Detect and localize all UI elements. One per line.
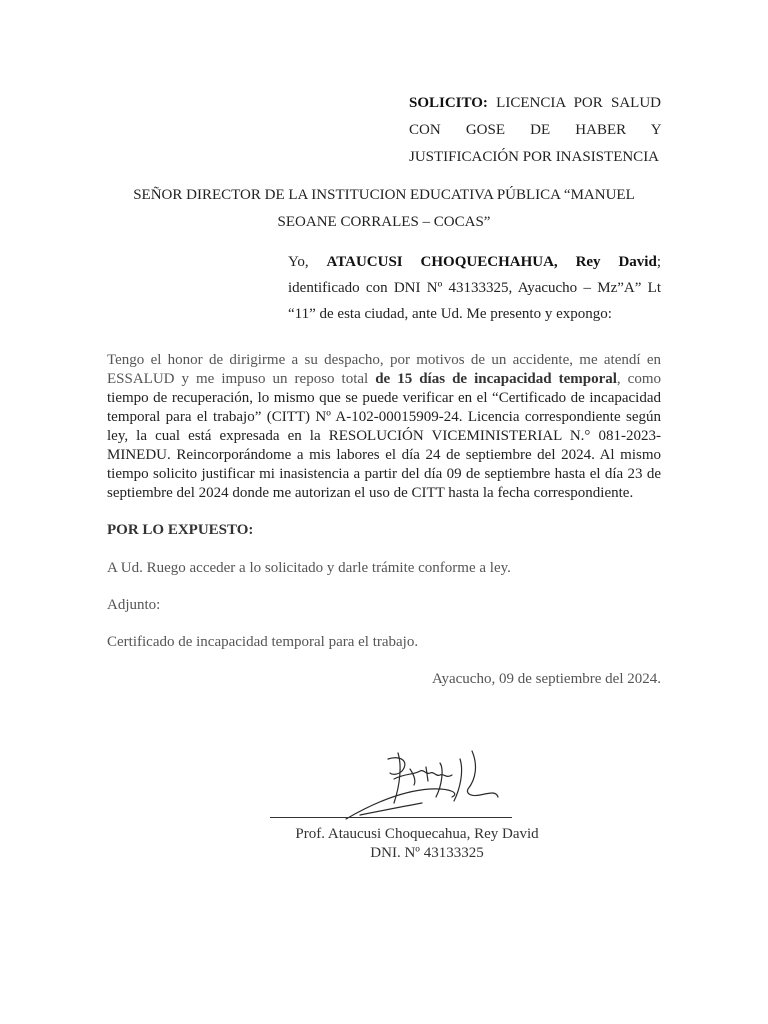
por-lo-expuesto-heading: POR LO EXPUESTO:: [107, 522, 254, 538]
attachment-label: Adjunto:: [107, 597, 161, 613]
addressee-block: [110, 182, 658, 236]
body-bold-phrase: de 15 días de incapacidad temporal: [375, 371, 617, 387]
subject-line-3: JUSTIFICACIÓN POR INASISTENCIA: [409, 149, 660, 165]
signer-name: Prof. Ataucusi Choquecahua, Rey David: [295, 826, 539, 842]
intro-suffix: ; identificado con DNI Nº 43133325, Ayacucho – Mz”A” Lt “11” de esta ciudad, ante Ud. Me presento y expongo:: [288, 254, 661, 322]
date-line: Ayacucho, 09 de septiembre del 2024.: [432, 671, 661, 687]
request-sentence: A Ud. Ruego acceder a lo solicitado y darle trámite conforme a ley.: [107, 560, 511, 576]
body-part-2: , como: [616, 371, 662, 387]
body-part-1: Tengo el honor de dirigirme a su despacho, por motivos de un accidente, me atendí en ESSALUD y me impuso un reposo total: [107, 352, 661, 387]
intro-paragraph: [288, 249, 661, 327]
subject-block: [409, 90, 661, 171]
subject-label: SOLICITO:: [409, 95, 488, 111]
body-part-3: tiempo de recuperación, lo mismo que se puede verificar en el “Certificado de incapacidad temporal para el trabajo” (CITT) Nº A-102-00015909-24. Licencia correspondiente según ley, la cual está expresada en la RESOLUCIÓN VICEMINISTERIAL N.° 081-2023-MINEDU. Reincorporándome a mis labores el día 24 de septiembre del 2024. Al mismo tiempo solicito justificar mi inasistencia a partir del día 09 de septiembre hasta el día 23 de septiembre del 2024 donde me autorizan el uso de CITT hasta la fecha correspondiente.: [107, 390, 661, 501]
body-paragraph: [107, 351, 661, 503]
handwritten-signature: [340, 745, 510, 825]
subject-line-1: LICENCIA POR SALUD: [496, 95, 661, 111]
subject-line-2: CON GOSE DE HABER Y: [409, 122, 661, 138]
signer-dni: DNI. Nº 43133325: [370, 845, 484, 861]
addressee-line-2: SEOANE CORRALES – COCAS”: [277, 214, 491, 230]
signature-line: [270, 817, 512, 818]
applicant-name: ATAUCUSI CHOQUECHAHUA, Rey David: [326, 254, 657, 270]
addressee-line-1: SEÑOR DIRECTOR DE LA INSTITUCION EDUCATIVA PÚBLICA “MANUEL: [133, 187, 635, 203]
attachment-item: Certificado de incapacidad temporal para el trabajo.: [107, 634, 419, 650]
intro-prefix: Yo,: [288, 254, 327, 270]
